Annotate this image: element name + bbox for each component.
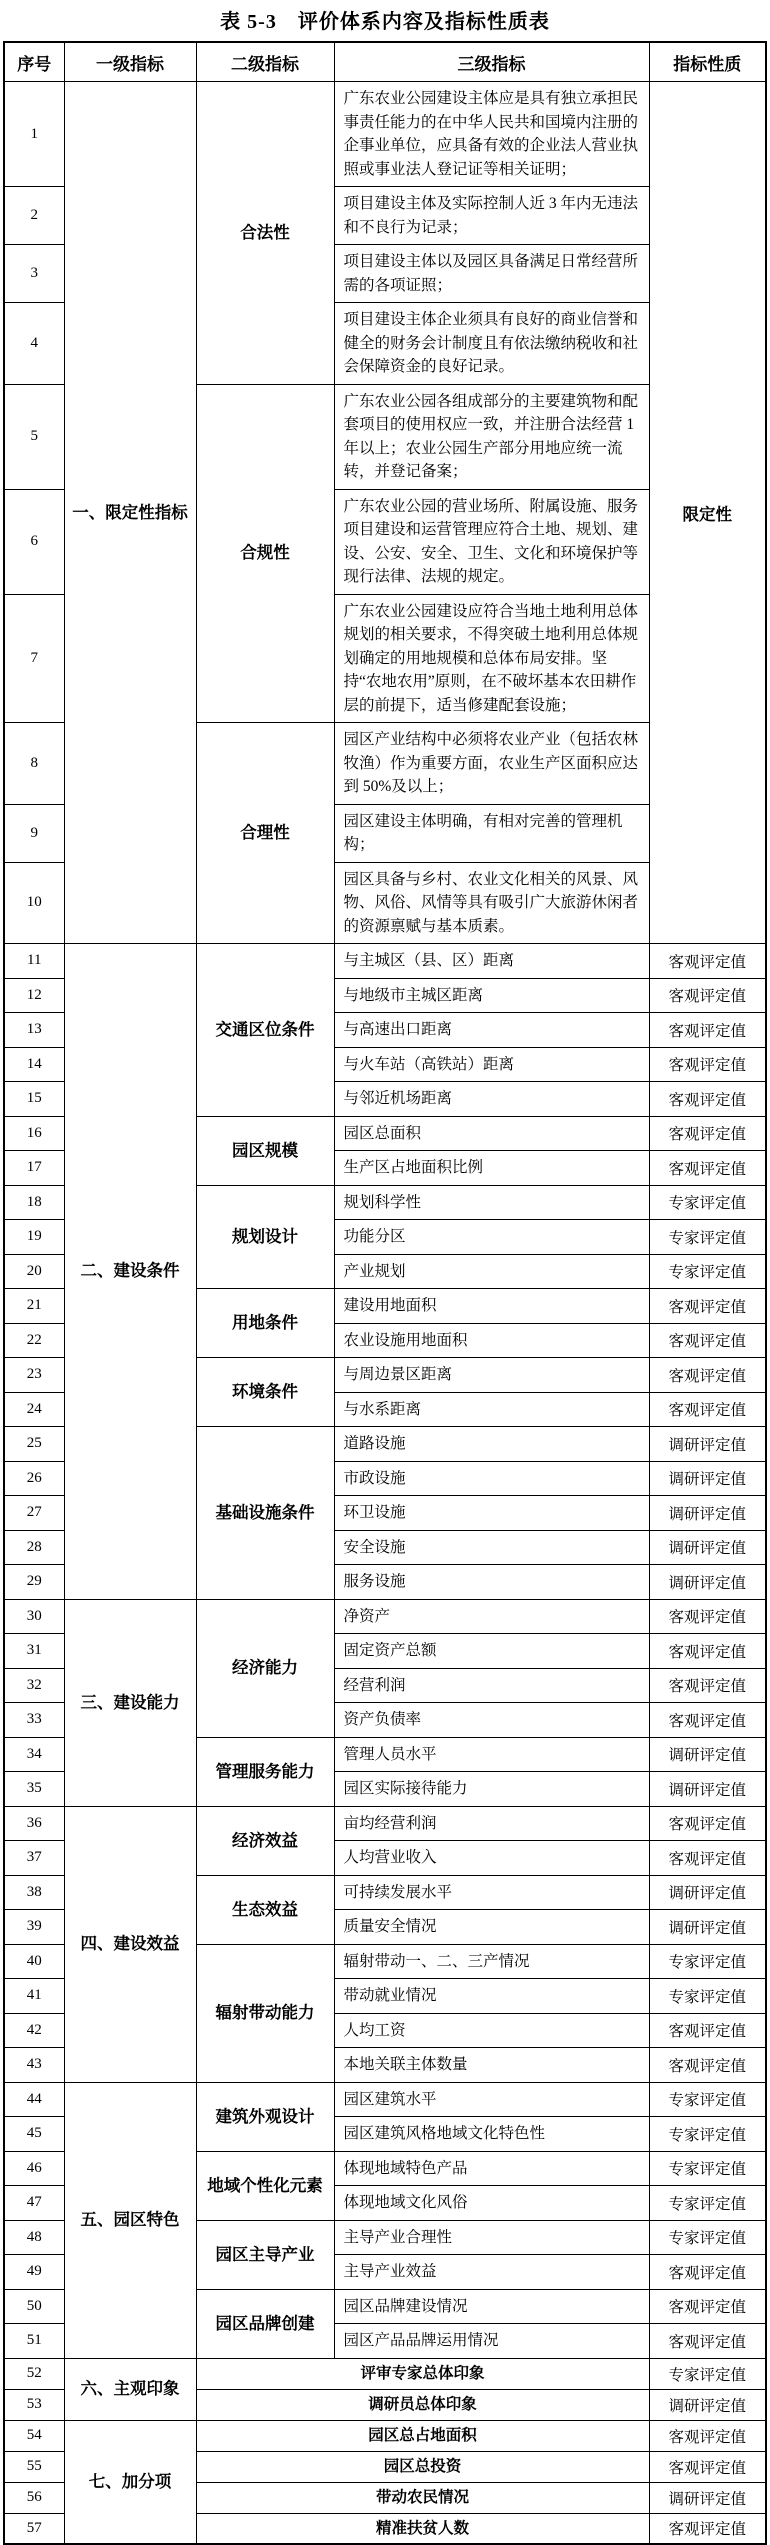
level2-indicator-cell: 合规性 [196,384,334,723]
level3-indicator-cell: 与周边景区距离 [334,1358,649,1393]
row-number-cell: 42 [4,2013,64,2048]
level2-indicator-cell: 地域个性化元素 [196,2151,334,2220]
indicator-nature-cell: 专家评定值 [649,2358,766,2389]
level1-indicator-cell: 七、加分项 [64,2420,196,2544]
level2-indicator-cell: 辐射带动能力 [196,1944,334,2082]
indicator-nature-cell: 客观评定值 [649,1358,766,1393]
col-header-level2: 二级指标 [196,42,334,82]
indicator-nature-cell: 专家评定值 [649,2082,766,2117]
level3-indicator-cell: 道路设施 [334,1427,649,1462]
level3-indicator-cell: 资产负债率 [334,1703,649,1738]
level3-indicator-cell: 产业规划 [334,1254,649,1289]
col-header-nature: 指标性质 [649,42,766,82]
col-header-level3: 三级指标 [334,42,649,82]
row-number-cell: 34 [4,1737,64,1772]
table-body [4,82,766,2545]
indicator-nature-cell: 调研评定值 [649,1461,766,1496]
indicator-nature-cell: 专家评定值 [649,1220,766,1255]
level3-indicator-cell: 体现地域文化风俗 [334,2186,649,2221]
row-number-cell: 52 [4,2358,64,2389]
indicator-nature-cell: 调研评定值 [649,1772,766,1807]
level3-indicator-cell: 广东农业公园各组成部分的主要建筑物和配套项目的使用权应一致，并注册合法经营 1 年以上；农业公园生产部分用地应统一流转，并登记备案； [334,384,649,489]
level2-indicator-cell: 园区品牌创建 [196,2289,334,2358]
indicator-nature-cell: 客观评定值 [649,1703,766,1738]
row-number-cell: 1 [4,82,64,187]
row-number-cell: 40 [4,1944,64,1979]
row-number-cell: 14 [4,1047,64,1082]
row-number-cell: 31 [4,1634,64,1669]
indicator-nature-cell: 专家评定值 [649,1944,766,1979]
level3-indicator-cell: 项目建设主体企业须具有良好的商业信誉和健全的财务会计制度且有依法缴纳税收和社会保障资金的良好记录。 [334,303,649,385]
indicator-nature-cell: 专家评定值 [649,2151,766,2186]
level3-indicator-cell: 质量安全情况 [334,1910,649,1945]
row-number-cell: 33 [4,1703,64,1738]
row-number-cell: 10 [4,862,64,944]
level3-indicator-cell: 农业设施用地面积 [334,1323,649,1358]
table-header [4,42,766,82]
row-number-cell: 38 [4,1875,64,1910]
table-row [4,2082,766,2117]
level3-indicator-cell: 广东农业公园建设主体应是具有独立承担民事责任能力的在中华人民共和国境内注册的企事业单位，应具备有效的企业法人营业执照或事业法人登记证等相关证明； [334,82,649,187]
level3-indicator-cell: 功能分区 [334,1220,649,1255]
indicator-nature-cell: 客观评定值 [649,1806,766,1841]
level3-indicator-cell: 辐射带动一、二、三产情况 [334,1944,649,1979]
level3-indicator-cell: 体现地域特色产品 [334,2151,649,2186]
level2-indicator-cell: 交通区位条件 [196,944,334,1117]
indicator-nature-cell: 客观评定值 [649,2013,766,2048]
level3-indicator-cell: 与水系距离 [334,1392,649,1427]
indicator-nature-cell: 专家评定值 [649,2186,766,2221]
indicator-nature-cell: 客观评定值 [649,2255,766,2290]
table-row [4,2358,766,2389]
indicator-nature-cell: 客观评定值 [649,1323,766,1358]
indicator-nature-cell: 客观评定值 [649,1841,766,1876]
row-number-cell: 36 [4,1806,64,1841]
level3-indicator-cell: 生产区占地面积比例 [334,1151,649,1186]
indicator-nature-cell: 客观评定值 [649,2048,766,2083]
row-number-cell: 37 [4,1841,64,1876]
row-number-cell: 44 [4,2082,64,2117]
indicator-nature-cell: 客观评定值 [649,1634,766,1669]
level2-indicator-cell: 经济效益 [196,1806,334,1875]
level3-indicator-cell: 园区品牌建设情况 [334,2289,649,2324]
row-number-cell: 45 [4,2117,64,2152]
level3-indicator-cell: 人均营业收入 [334,1841,649,1876]
level2-indicator-cell: 用地条件 [196,1289,334,1358]
row-number-cell: 46 [4,2151,64,2186]
level2-indicator-cell: 环境条件 [196,1358,334,1427]
indicator-nature-cell: 调研评定值 [649,1496,766,1531]
row-number-cell: 32 [4,1668,64,1703]
level3-indicator-cell: 亩均经营利润 [334,1806,649,1841]
level3-indicator-cell: 园区具备与乡村、农业文化相关的风景、风物、风俗、风情等具有吸引广大旅游休闲者的资源禀赋与基本质素。 [334,862,649,944]
row-number-cell: 30 [4,1599,64,1634]
level3-indicator-cell: 建设用地面积 [334,1289,649,1324]
level3-indicator-cell: 本地关联主体数量 [334,2048,649,2083]
col-header-no: 序号 [4,42,64,82]
row-number-cell: 8 [4,723,64,805]
level3-indicator-cell: 人均工资 [334,2013,649,2048]
row-number-cell: 27 [4,1496,64,1531]
level3-indicator-cell: 园区总占地面积 [196,2420,649,2451]
level3-indicator-cell: 精准扶贫人数 [196,2513,649,2544]
level2-indicator-cell: 基础设施条件 [196,1427,334,1600]
indicator-nature-cell: 客观评定值 [649,2451,766,2482]
level2-indicator-cell: 生态效益 [196,1875,334,1944]
indicator-nature-cell: 专家评定值 [649,1979,766,2014]
indicator-nature-cell: 客观评定值 [649,1289,766,1324]
level3-indicator-cell: 项目建设主体以及园区具备满足日常经营所需的各项证照； [334,245,649,303]
indicator-nature-cell: 客观评定值 [649,2289,766,2324]
indicator-nature-cell: 客观评定值 [649,2324,766,2359]
row-number-cell: 26 [4,1461,64,1496]
level3-indicator-cell: 带动就业情况 [334,1979,649,2014]
level2-indicator-cell: 经济能力 [196,1599,334,1737]
indicator-nature-cell: 调研评定值 [649,1565,766,1600]
row-number-cell: 28 [4,1530,64,1565]
row-number-cell: 55 [4,2451,64,2482]
level2-indicator-cell: 园区主导产业 [196,2220,334,2289]
indicator-nature-cell: 客观评定值 [649,1047,766,1082]
row-number-cell: 19 [4,1220,64,1255]
indicator-nature-cell: 客观评定值 [649,2420,766,2451]
row-number-cell: 4 [4,303,64,385]
row-number-cell: 3 [4,245,64,303]
level3-indicator-cell: 规划科学性 [334,1185,649,1220]
indicator-nature-cell: 客观评定值 [649,1116,766,1151]
level3-indicator-cell: 与高速出口距离 [334,1013,649,1048]
indicator-nature-cell: 客观评定值 [649,2513,766,2544]
level3-indicator-cell: 安全设施 [334,1530,649,1565]
indicator-nature-cell: 调研评定值 [649,1427,766,1462]
row-number-cell: 35 [4,1772,64,1807]
level3-indicator-cell: 园区产品品牌运用情况 [334,2324,649,2359]
level3-indicator-cell: 调研员总体印象 [196,2389,649,2420]
level1-indicator-cell: 一、限定性指标 [64,82,196,944]
level3-indicator-cell: 与火车站（高铁站）距离 [334,1047,649,1082]
table-row [4,944,766,979]
indicator-nature-cell: 客观评定值 [649,1668,766,1703]
row-number-cell: 29 [4,1565,64,1600]
indicator-nature-cell: 调研评定值 [649,1530,766,1565]
indicator-nature-cell: 客观评定值 [649,1599,766,1634]
row-number-cell: 41 [4,1979,64,2014]
level2-indicator-cell: 合理性 [196,723,334,944]
level3-indicator-cell: 带动农民情况 [196,2482,649,2513]
indicator-nature-cell: 限定性 [649,82,766,944]
row-number-cell: 57 [4,2513,64,2544]
indicator-nature-cell: 客观评定值 [649,978,766,1013]
indicator-nature-cell: 客观评定值 [649,1392,766,1427]
row-number-cell: 17 [4,1151,64,1186]
level1-indicator-cell: 六、主观印象 [64,2358,196,2420]
level3-indicator-cell: 广东农业公园建设应符合当地土地利用总体规划的相关要求，不得突破土地利用总体规划确定的用地规模和总体布局安排。坚持“农地农用”原则，在不破坏基本农田耕作层的前提下，适当修建配套设施； [334,594,649,723]
row-number-cell: 18 [4,1185,64,1220]
level3-indicator-cell: 服务设施 [334,1565,649,1600]
level3-indicator-cell: 主导产业合理性 [334,2220,649,2255]
level3-indicator-cell: 管理人员水平 [334,1737,649,1772]
level3-indicator-cell: 广东农业公园的营业场所、附属设施、服务项目建设和运营管理应符合土地、规划、建设、公安、安全、卫生、文化和环境保护等现行法律、法规的规定。 [334,489,649,594]
row-number-cell: 9 [4,804,64,862]
row-number-cell: 11 [4,944,64,979]
row-number-cell: 51 [4,2324,64,2359]
level3-indicator-cell: 与地级市主城区距离 [334,978,649,1013]
indicator-nature-cell: 专家评定值 [649,2117,766,2152]
level3-indicator-cell: 经营利润 [334,1668,649,1703]
indicator-nature-cell: 调研评定值 [649,1875,766,1910]
row-number-cell: 21 [4,1289,64,1324]
row-number-cell: 6 [4,489,64,594]
level1-indicator-cell: 二、建设条件 [64,944,196,1600]
row-number-cell: 13 [4,1013,64,1048]
level3-indicator-cell: 园区建设主体明确，有相对完善的管理机构； [334,804,649,862]
level3-indicator-cell: 园区实际接待能力 [334,1772,649,1807]
indicator-nature-cell: 调研评定值 [649,1737,766,1772]
indicator-nature-cell: 调研评定值 [649,2389,766,2420]
row-number-cell: 15 [4,1082,64,1117]
level3-indicator-cell: 园区建筑水平 [334,2082,649,2117]
row-number-cell: 50 [4,2289,64,2324]
level2-indicator-cell: 合法性 [196,82,334,385]
table-row [4,2420,766,2451]
indicator-nature-cell: 客观评定值 [649,944,766,979]
level3-indicator-cell: 可持续发展水平 [334,1875,649,1910]
row-number-cell: 5 [4,384,64,489]
row-number-cell: 48 [4,2220,64,2255]
level2-indicator-cell: 管理服务能力 [196,1737,334,1806]
row-number-cell: 23 [4,1358,64,1393]
row-number-cell: 12 [4,978,64,1013]
indicator-nature-cell: 专家评定值 [649,2220,766,2255]
level3-indicator-cell: 园区总投资 [196,2451,649,2482]
level3-indicator-cell: 评审专家总体印象 [196,2358,649,2389]
level3-indicator-cell: 固定资产总额 [334,1634,649,1669]
level3-indicator-cell: 主导产业效益 [334,2255,649,2290]
indicator-nature-cell: 调研评定值 [649,2482,766,2513]
level2-indicator-cell: 建筑外观设计 [196,2082,334,2151]
row-number-cell: 49 [4,2255,64,2290]
level3-indicator-cell: 市政设施 [334,1461,649,1496]
header-row [4,42,766,82]
table-row [4,82,766,187]
row-number-cell: 16 [4,1116,64,1151]
evaluation-table [3,41,767,2545]
level3-indicator-cell: 与主城区（县、区）距离 [334,944,649,979]
indicator-nature-cell: 客观评定值 [649,1013,766,1048]
row-number-cell: 24 [4,1392,64,1427]
level3-indicator-cell: 园区产业结构中必须将农业产业（包括农林牧渔）作为重要方面，农业生产区面积应达到 50%及以上； [334,723,649,805]
row-number-cell: 47 [4,2186,64,2221]
level3-indicator-cell: 环卫设施 [334,1496,649,1531]
indicator-nature-cell: 客观评定值 [649,1082,766,1117]
row-number-cell: 43 [4,2048,64,2083]
indicator-nature-cell: 客观评定值 [649,1151,766,1186]
row-number-cell: 20 [4,1254,64,1289]
row-number-cell: 2 [4,187,64,245]
level3-indicator-cell: 项目建设主体及实际控制人近 3 年内无违法和不良行为记录； [334,187,649,245]
level3-indicator-cell: 园区建筑风格地域文化特色性 [334,2117,649,2152]
table-row [4,1806,766,1841]
page-title: 表 5-3 评价体系内容及指标性质表 [220,11,550,33]
level3-indicator-cell: 与邻近机场距离 [334,1082,649,1117]
table-row [4,1599,766,1634]
indicator-nature-cell: 调研评定值 [649,1910,766,1945]
col-header-level1: 一级指标 [64,42,196,82]
row-number-cell: 22 [4,1323,64,1358]
level1-indicator-cell: 五、园区特色 [64,2082,196,2358]
row-number-cell: 53 [4,2389,64,2420]
row-number-cell: 7 [4,594,64,723]
row-number-cell: 56 [4,2482,64,2513]
level1-indicator-cell: 三、建设能力 [64,1599,196,1806]
row-number-cell: 54 [4,2420,64,2451]
row-number-cell: 39 [4,1910,64,1945]
level1-indicator-cell: 四、建设效益 [64,1806,196,2082]
level2-indicator-cell: 园区规模 [196,1116,334,1185]
indicator-nature-cell: 专家评定值 [649,1185,766,1220]
indicator-nature-cell: 专家评定值 [649,1254,766,1289]
row-number-cell: 25 [4,1427,64,1462]
level2-indicator-cell: 规划设计 [196,1185,334,1289]
level3-indicator-cell: 净资产 [334,1599,649,1634]
level3-indicator-cell: 园区总面积 [334,1116,649,1151]
